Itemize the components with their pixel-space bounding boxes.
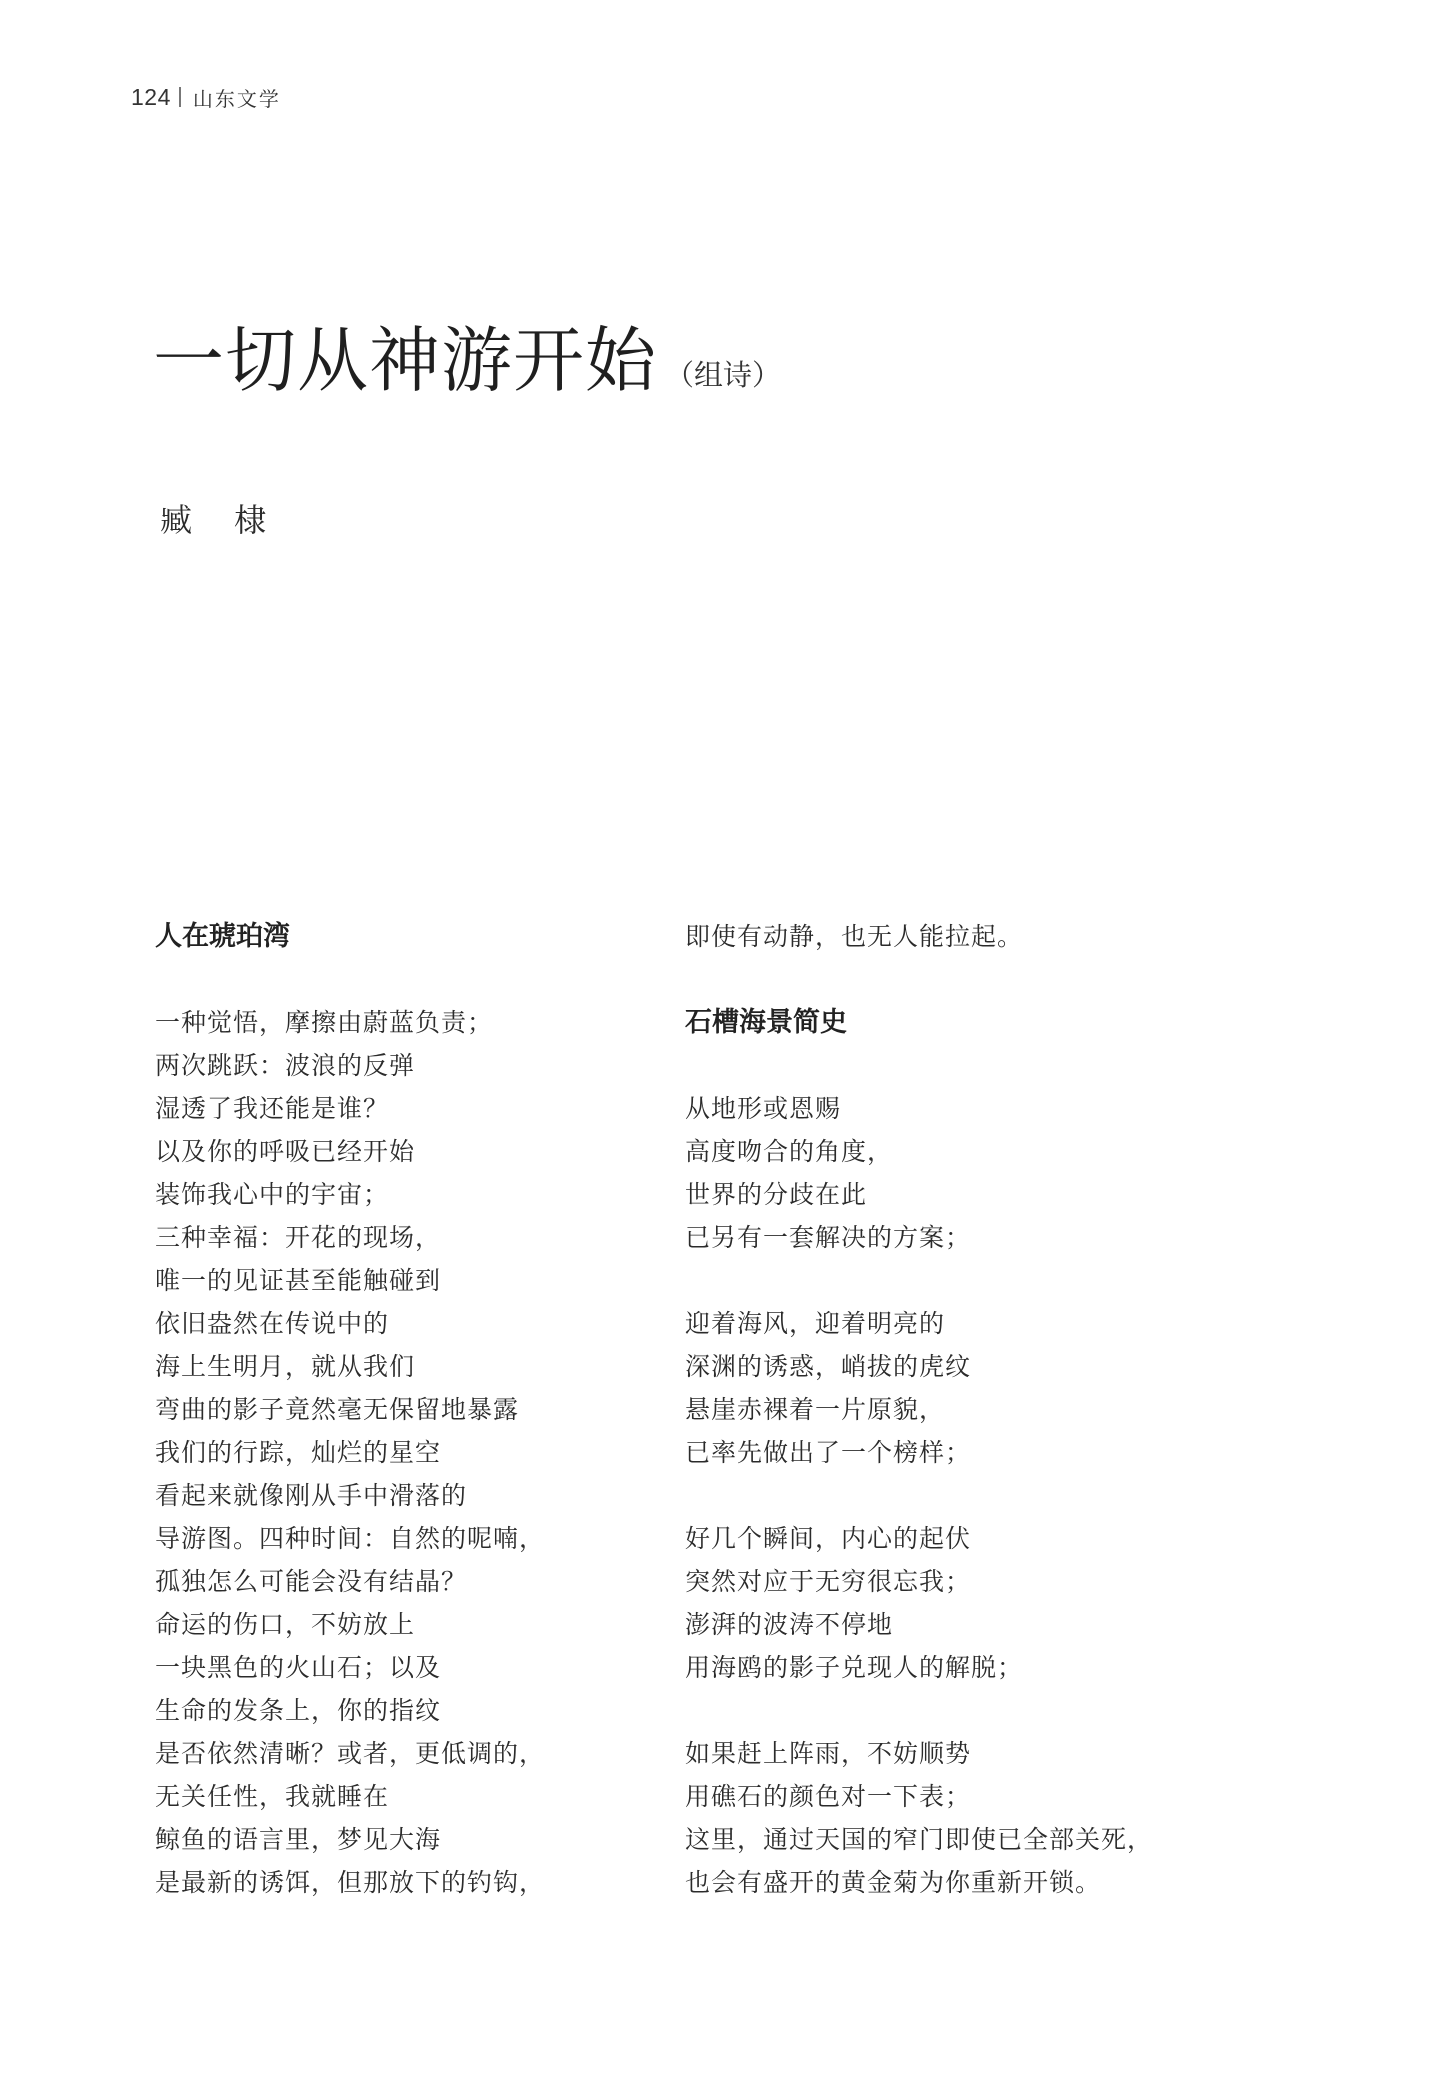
stanza-gap <box>685 1689 1305 1732</box>
stanza-gap <box>685 1259 1305 1302</box>
page-number: 124 <box>131 83 171 110</box>
poem-continuation-line: 即使有动静，也无人能拉起。 <box>685 922 1024 951</box>
poem-line: 深渊的诱惑，峭拔的虎纹 <box>685 1352 972 1381</box>
title-subtitle: （组诗） <box>665 358 782 392</box>
poem-line: 依旧盎然在传说中的 <box>155 1309 390 1338</box>
poem-line: 已率先做出了一个榜样； <box>685 1438 972 1467</box>
poem-column-right <box>685 915 1305 1904</box>
poem-line: 好几个瞬间，内心的起伏 <box>685 1524 972 1553</box>
poem-line: 导游图。四种时间：自然的呢喃， <box>155 1524 546 1553</box>
poem-line: 澎湃的波涛不停地 <box>685 1610 894 1639</box>
title-block <box>153 319 782 402</box>
poem-line: 高度吻合的角度， <box>685 1137 894 1166</box>
poem-line: 从地形或恩赐 <box>685 1094 842 1123</box>
poem-line: 孤独怎么可能会没有结晶？ <box>155 1567 468 1596</box>
stanza-gap <box>685 1474 1305 1517</box>
poem-line: 一种觉悟，摩擦由蔚蓝负责； <box>155 1008 494 1037</box>
poem-line: 看起来就像刚从手中滑落的 <box>155 1481 468 1510</box>
poem-line: 这里，通过天国的窄门即使已全部关死， <box>685 1825 1154 1854</box>
poem-line: 一块黑色的火山石；以及 <box>155 1653 442 1682</box>
poem-line: 生命的发条上，你的指纹 <box>155 1696 442 1725</box>
poem-line: 已另有一套解决的方案； <box>685 1223 972 1252</box>
stanza-gap <box>155 958 685 1001</box>
poem-line: 唯一的见证甚至能触碰到 <box>155 1266 442 1295</box>
poem-line: 无关任性，我就睡在 <box>155 1782 390 1811</box>
poem-line: 鲸鱼的语言里，梦见大海 <box>155 1825 442 1854</box>
author-name: 臧 棣 <box>160 501 283 539</box>
poem-line: 两次跳跃：波浪的反弹 <box>155 1051 416 1080</box>
poem-line: 弯曲的影子竟然毫无保留地暴露 <box>155 1395 520 1424</box>
poem-title: 人在琥珀湾 <box>155 921 290 952</box>
poem-title: 石槽海景简史 <box>685 1007 847 1038</box>
stanza-gap <box>685 958 1305 1001</box>
poem-line: 湿透了我还能是谁？ <box>155 1094 390 1123</box>
magazine-name: 山东文学 <box>192 86 281 111</box>
running-header <box>131 82 281 112</box>
stanza-gap <box>685 1044 1305 1087</box>
header-divider <box>179 87 181 107</box>
poem-line: 装饰我心中的宇宙； <box>155 1180 390 1209</box>
poem-line: 三种幸福：开花的现场， <box>155 1223 442 1252</box>
poem-line: 是最新的诱饵，但那放下的钓钩， <box>155 1868 546 1897</box>
poem-line: 突然对应于无穷很忘我； <box>685 1567 972 1596</box>
poem-line: 也会有盛开的黄金菊为你重新开锁。 <box>685 1868 1102 1897</box>
poem-line: 迎着海风，迎着明亮的 <box>685 1309 946 1338</box>
poem-line: 用礁石的颜色对一下表； <box>685 1782 972 1811</box>
poem-line: 用海鸥的影子兑现人的解脱； <box>685 1653 1024 1682</box>
poem-line: 是否依然清晰？或者，更低调的， <box>155 1739 546 1768</box>
poem-line: 以及你的呼吸已经开始 <box>155 1137 416 1166</box>
poem-line: 世界的分歧在此 <box>685 1180 868 1209</box>
poem-line: 海上生明月，就从我们 <box>155 1352 416 1381</box>
poem-column-left <box>155 915 685 1904</box>
poem-line: 命运的伤口，不妨放上 <box>155 1610 416 1639</box>
poem-line: 悬崖赤裸着一片原貌， <box>685 1395 946 1424</box>
poem-line: 如果赶上阵雨，不妨顺势 <box>685 1739 972 1768</box>
page-title: 一切从神游开始 <box>153 319 658 402</box>
poem-line: 我们的行踪，灿烂的星空 <box>155 1438 442 1467</box>
